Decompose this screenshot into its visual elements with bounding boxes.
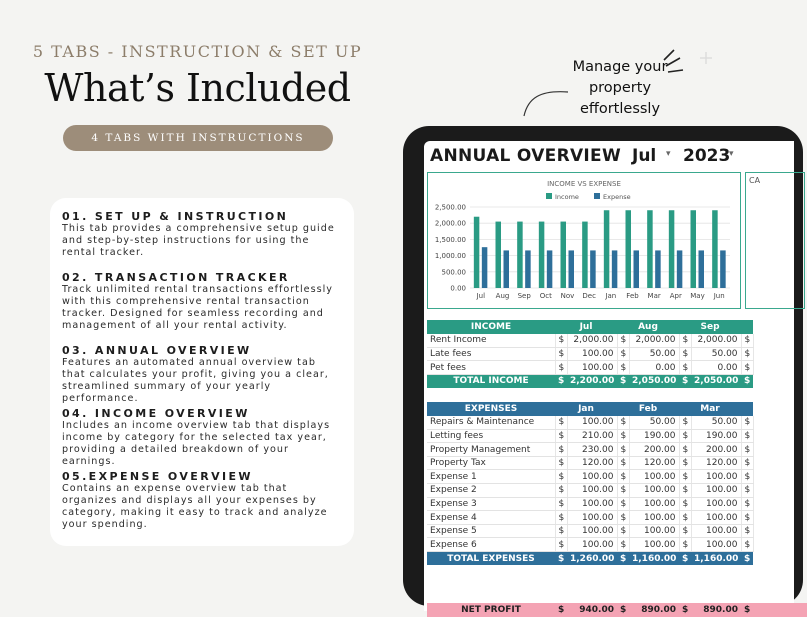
- header-cell: Mar: [679, 402, 741, 416]
- value-cell: 2,000.00: [629, 334, 679, 348]
- table-row: [427, 456, 807, 470]
- currency-cell: $: [555, 361, 567, 375]
- header-cell: Feb: [617, 402, 679, 416]
- currency-cell: $: [679, 552, 691, 566]
- currency-cell: $: [741, 416, 753, 430]
- bar-income: [647, 210, 653, 288]
- currency-cell: $: [741, 538, 753, 552]
- currency-cell: $: [679, 443, 691, 457]
- currency-cell: $: [555, 334, 567, 348]
- feature-title: 05.EXPENSE OVERVIEW: [62, 470, 253, 483]
- currency-cell: $: [555, 456, 567, 470]
- legend-label: Income: [555, 193, 579, 201]
- value-cell: 120.00: [567, 456, 617, 470]
- bar-income: [474, 217, 480, 288]
- bar-expense: [569, 250, 575, 288]
- bar-expense: [504, 250, 510, 288]
- row-label: Expense 1: [427, 470, 555, 484]
- value-cell: 100.00: [629, 524, 679, 538]
- currency-cell: $: [617, 361, 629, 375]
- value-cell: 0.00: [691, 361, 741, 375]
- chevron-down-icon[interactable]: ▾: [666, 149, 671, 159]
- currency-cell: $: [555, 484, 567, 498]
- table-row: [427, 361, 807, 375]
- feature-body: This tab provides a comprehensive setup guide and step-by-step instructions for using the rental tracker.: [62, 223, 335, 258]
- header-cell: [741, 402, 753, 416]
- currency-cell: $: [617, 524, 629, 538]
- bar-income: [539, 222, 545, 288]
- currency-cell: $: [741, 470, 753, 484]
- value-cell: 0.00: [629, 361, 679, 375]
- bar-expense: [699, 250, 705, 288]
- value-cell: 100.00: [567, 347, 617, 361]
- header-cell: Sep: [679, 320, 741, 334]
- legend-label: Expense: [603, 193, 631, 201]
- value-cell: 1,160.00: [629, 552, 679, 566]
- currency-cell: $: [555, 552, 567, 566]
- chart-title: INCOME VS EXPENSE: [547, 180, 621, 188]
- x-tick-label: Jun: [713, 292, 725, 300]
- value-cell: 100.00: [629, 511, 679, 525]
- currency-cell: $: [679, 456, 691, 470]
- value-cell: 190.00: [629, 429, 679, 443]
- currency-cell: $: [620, 605, 627, 615]
- x-tick-label: Feb: [626, 292, 639, 300]
- x-tick-label: Aug: [495, 292, 510, 300]
- currency-cell: $: [741, 347, 753, 361]
- value-cell: 100.00: [567, 511, 617, 525]
- value-cell: 100.00: [691, 538, 741, 552]
- value-cell: 100.00: [567, 470, 617, 484]
- value-cell: 100.00: [691, 470, 741, 484]
- row-label: TOTAL INCOME: [427, 374, 555, 388]
- currency-cell: $: [741, 429, 753, 443]
- feature-title: 01. SET UP & INSTRUCTION: [62, 210, 289, 223]
- value-cell: 50.00: [691, 347, 741, 361]
- currency-cell: $: [741, 552, 753, 566]
- currency-cell: $: [682, 605, 689, 615]
- currency-cell: $: [679, 497, 691, 511]
- currency-cell: $: [679, 361, 691, 375]
- currency-cell: $: [617, 456, 629, 470]
- header-cell: [741, 320, 753, 334]
- value-cell: 50.00: [629, 416, 679, 430]
- currency-cell: $: [617, 416, 629, 430]
- value-cell: 2,000.00: [691, 334, 741, 348]
- bar-income: [496, 222, 502, 288]
- bar-income: [604, 210, 610, 288]
- currency-cell: $: [741, 524, 753, 538]
- bar-income: [669, 210, 675, 288]
- bar-expense: [525, 250, 531, 288]
- callout-line: Manage your: [572, 59, 668, 75]
- year-select[interactable]: 2023: [683, 146, 731, 166]
- feature-income: [62, 407, 342, 468]
- row-label: Expense 5: [427, 524, 555, 538]
- value-cell: 890.00: [641, 605, 676, 615]
- currency-cell: $: [679, 484, 691, 498]
- spark-icon: [664, 50, 683, 72]
- x-tick-label: Sep: [517, 292, 531, 300]
- value-cell: 100.00: [567, 361, 617, 375]
- currency-cell: $: [555, 416, 567, 430]
- bar-expense: [655, 250, 661, 288]
- income-header-row: [427, 320, 807, 334]
- value-cell: 120.00: [629, 456, 679, 470]
- value-cell: 210.00: [567, 429, 617, 443]
- row-label: Repairs & Maintenance: [427, 416, 555, 430]
- sheet-title: ANNUAL OVERVIEW: [430, 146, 622, 166]
- y-tick-label: 2,000.00: [434, 219, 466, 228]
- features-card: [50, 198, 354, 546]
- row-label: Expense 4: [427, 511, 555, 525]
- net-profit-row: [427, 603, 807, 617]
- currency-cell: $: [555, 511, 567, 525]
- feature-transaction: [62, 271, 342, 332]
- currency-cell: $: [617, 511, 629, 525]
- row-label: Property Tax: [427, 456, 555, 470]
- callout-line: property: [588, 80, 652, 96]
- expense-header-row: [427, 402, 807, 416]
- value-cell: 120.00: [691, 456, 741, 470]
- value-cell: 940.00: [579, 605, 614, 615]
- value-cell: 200.00: [629, 443, 679, 457]
- value-cell: 100.00: [691, 524, 741, 538]
- row-label: Expense 3: [427, 497, 555, 511]
- currency-cell: $: [679, 347, 691, 361]
- feature-body: Contains an expense overview tab that organizes and displays all your expenses by category, making it easy to track and analyze your spending.: [62, 483, 328, 530]
- feature-body: Includes an income overview tab that displays income by category for the selected tax year, providing a detailed breakdown of your earnings.: [62, 420, 331, 467]
- value-cell: 2,000.00: [567, 334, 617, 348]
- value-cell: 100.00: [567, 524, 617, 538]
- x-tick-label: May: [690, 292, 705, 300]
- value-cell: 2,050.00: [691, 374, 741, 388]
- y-tick-label: 1,000.00: [434, 252, 466, 261]
- row-label: Expense 6: [427, 538, 555, 552]
- currency-cell: $: [741, 484, 753, 498]
- table-row: [427, 416, 807, 430]
- table-row: [427, 538, 807, 552]
- legend-swatch: [546, 193, 552, 199]
- x-tick-label: Oct: [539, 292, 552, 300]
- bar-expense: [590, 250, 596, 288]
- row-label: Letting fees: [427, 429, 555, 443]
- feature-setup: [62, 210, 342, 259]
- value-cell: 1,160.00: [691, 552, 741, 566]
- currency-cell: $: [617, 347, 629, 361]
- value-cell: 100.00: [691, 484, 741, 498]
- currency-cell: $: [617, 443, 629, 457]
- value-cell: 100.00: [567, 416, 617, 430]
- currency-cell: $: [617, 334, 629, 348]
- arrow-curve: [524, 92, 568, 116]
- row-label: Pet fees: [427, 361, 555, 375]
- row-label: Property Management: [427, 443, 555, 457]
- value-cell: 100.00: [567, 538, 617, 552]
- y-tick-label: 500.00: [441, 268, 466, 277]
- currency-cell: $: [741, 456, 753, 470]
- expense-total-row: [427, 552, 807, 566]
- feature-title: 02. TRANSACTION TRACKER: [62, 271, 290, 284]
- currency-cell: $: [741, 374, 753, 388]
- feature-annual: [62, 344, 342, 405]
- currency-cell: $: [741, 334, 753, 348]
- y-tick-label: 1,500.00: [434, 235, 466, 244]
- header-cell: INCOME: [427, 320, 555, 334]
- bar-income: [582, 222, 588, 288]
- value-cell: 200.00: [691, 443, 741, 457]
- income-total-row: [427, 374, 807, 388]
- value-cell: 230.00: [567, 443, 617, 457]
- currency-cell: $: [679, 416, 691, 430]
- value-cell: 190.00: [691, 429, 741, 443]
- row-label: TOTAL EXPENSES: [427, 552, 555, 566]
- legend-swatch: [594, 193, 600, 199]
- chart-svg: [428, 173, 740, 308]
- currency-cell: $: [555, 443, 567, 457]
- bar-expense: [612, 250, 618, 288]
- feature-title: 03. ANNUAL OVERVIEW: [62, 344, 252, 357]
- value-cell: 2,200.00: [567, 374, 617, 388]
- tablet-screen: [424, 141, 794, 615]
- table-row: [427, 497, 807, 511]
- table-row: [427, 470, 807, 484]
- feature-body: Track unlimited rental transactions effortlessly with this comprehensive rental transaction tracker. Designed for seamless recording and management of all your rental activity.: [62, 284, 333, 331]
- value-cell: 2,050.00: [629, 374, 679, 388]
- table-row: [427, 443, 807, 457]
- currency-cell: $: [555, 497, 567, 511]
- table-row: [427, 429, 807, 443]
- value-cell: 100.00: [629, 538, 679, 552]
- value-cell: 50.00: [629, 347, 679, 361]
- bar-income: [691, 210, 697, 288]
- currency-cell: $: [555, 524, 567, 538]
- tabs-pill: 4 TABS WITH INSTRUCTIONS: [63, 125, 333, 151]
- row-label: Expense 2: [427, 484, 555, 498]
- bar-expense: [634, 250, 640, 288]
- header-cell: EXPENSES: [427, 402, 555, 416]
- bar-expense: [677, 250, 683, 288]
- currency-cell: $: [617, 470, 629, 484]
- currency-cell: $: [741, 497, 753, 511]
- currency-cell: $: [741, 361, 753, 375]
- currency-cell: $: [558, 605, 565, 615]
- table-row: [427, 524, 807, 538]
- currency-cell: $: [679, 429, 691, 443]
- callout-line: effortlessly: [579, 101, 661, 117]
- x-tick-label: Mar: [647, 292, 661, 300]
- value-cell: 100.00: [629, 484, 679, 498]
- currency-cell: $: [679, 374, 691, 388]
- currency-cell: $: [617, 374, 629, 388]
- decorative-strokes: [0, 0, 794, 140]
- currency-cell: $: [679, 524, 691, 538]
- currency-cell: $: [679, 470, 691, 484]
- bar-income: [626, 210, 632, 288]
- currency-cell: $: [617, 484, 629, 498]
- subtitle: 5 TABS - INSTRUCTION & SET UP: [32, 42, 363, 61]
- currency-cell: $: [555, 429, 567, 443]
- expense-table: [427, 402, 807, 565]
- currency-cell: $: [679, 334, 691, 348]
- x-tick-label: Jul: [476, 292, 486, 300]
- value-cell: 100.00: [629, 470, 679, 484]
- chevron-down-icon[interactable]: ▾: [729, 149, 734, 159]
- currency-cell: $: [741, 443, 753, 457]
- value-cell: 100.00: [567, 484, 617, 498]
- currency-cell: $: [617, 552, 629, 566]
- currency-cell: $: [555, 470, 567, 484]
- x-tick-label: Dec: [582, 292, 596, 300]
- currency-cell: $: [617, 429, 629, 443]
- x-tick-label: Apr: [669, 292, 682, 300]
- income-table: [427, 320, 807, 388]
- table-row: [427, 484, 807, 498]
- x-tick-label: Nov: [560, 292, 575, 300]
- feature-body: Features an automated annual overview tab that calculates your profit, giving you a clear, streamlined summary of your yearly performance.: [62, 357, 329, 404]
- value-cell: 100.00: [629, 497, 679, 511]
- bar-income: [712, 210, 718, 288]
- bar-income: [561, 222, 567, 288]
- sparkle-icon: [700, 52, 712, 64]
- value-cell: 1,260.00: [567, 552, 617, 566]
- x-tick-label: Jan: [605, 292, 617, 300]
- currency-cell: $: [555, 538, 567, 552]
- currency-cell: $: [555, 347, 567, 361]
- bar-expense: [720, 250, 726, 288]
- row-label: Late fees: [427, 347, 555, 361]
- currency-cell: $: [617, 497, 629, 511]
- currency-cell: $: [744, 605, 751, 615]
- category-chart-partial: [745, 172, 805, 309]
- currency-cell: $: [679, 511, 691, 525]
- bar-income: [517, 222, 523, 288]
- y-tick-label: 0.00: [450, 284, 466, 293]
- value-cell: 100.00: [691, 511, 741, 525]
- currency-cell: $: [741, 511, 753, 525]
- income-expense-chart: [427, 172, 741, 309]
- table-row: [427, 347, 807, 361]
- value-cell: 890.00: [703, 605, 738, 615]
- value-cell: 50.00: [691, 416, 741, 430]
- currency-cell: $: [679, 538, 691, 552]
- category-chart-label: CA: [749, 176, 761, 185]
- header-cell: Jan: [555, 402, 617, 416]
- value-cell: 100.00: [691, 497, 741, 511]
- y-tick-label: 2,500.00: [434, 203, 466, 212]
- currency-cell: $: [617, 538, 629, 552]
- bar-expense: [547, 250, 553, 288]
- table-row: [427, 334, 807, 348]
- currency-cell: $: [555, 374, 567, 388]
- month-select[interactable]: Jul: [632, 146, 657, 166]
- header-cell: Jul: [555, 320, 617, 334]
- main-title: What’s Included: [44, 66, 351, 110]
- header-cell: Aug: [617, 320, 679, 334]
- feature-expense: [62, 470, 342, 531]
- value-cell: 100.00: [567, 497, 617, 511]
- feature-title: 04. INCOME OVERVIEW: [62, 407, 250, 420]
- net-profit-label: NET PROFIT: [461, 605, 521, 615]
- table-row: [427, 511, 807, 525]
- row-label: Rent Income: [427, 334, 555, 348]
- bar-expense: [482, 247, 488, 288]
